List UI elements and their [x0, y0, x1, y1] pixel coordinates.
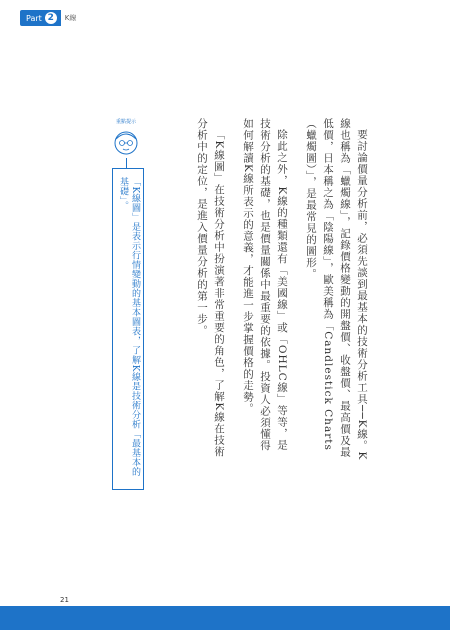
callout-text-end: 。	[118, 201, 128, 211]
teacher-face-icon	[110, 126, 142, 160]
footer-bar	[0, 606, 450, 630]
part-label: Part	[26, 13, 42, 23]
tip-callout	[108, 118, 146, 488]
callout-box	[112, 168, 144, 490]
section-title: K線	[64, 14, 77, 22]
callout-text-pre: 「	[130, 177, 140, 187]
callout-highlight-2: 技術分析「最基本的基礎」	[118, 177, 140, 477]
page-header	[0, 0, 450, 34]
paragraph-2: 除此之外，K線的種類還有「美國線」或「OHLC線」等等，是技術分析的基礎，也是價量關係中最重要的依據。投資人必須懂得如何解讀K線所表示的意義，才能進一步掌握價格的走勢。	[242, 118, 288, 452]
main-body-text	[180, 118, 370, 460]
callout-highlight-1: K線圖	[130, 186, 140, 213]
callout-text	[117, 177, 141, 481]
callout-text-mid: 」是表示行情變動的基本圖表，了解K線是	[130, 212, 140, 391]
callout-label: 重點提示	[115, 119, 136, 125]
part-badge	[20, 10, 61, 26]
page-number: 21	[60, 596, 69, 604]
part-number: 2	[45, 12, 57, 24]
paragraph-1: 要討論價量分析前，必須先談到最基本的技術分析工具──K線。K線也稱為「蠟燭線」，記錄價格變動的開盤價、收盤價、最高價及最低價，日本稱之為「陰陽線」，歐美稱為「Candlestick Charts（蠟燭圖）」，是最常見的圖形。	[305, 118, 368, 460]
chapter-tab	[20, 10, 76, 26]
paragraph-3: 「K線圖」在技術分析中扮演著非常重要的角色，了解K線在技術分析中的定位，是進入價量分析的第一步。	[196, 118, 225, 457]
